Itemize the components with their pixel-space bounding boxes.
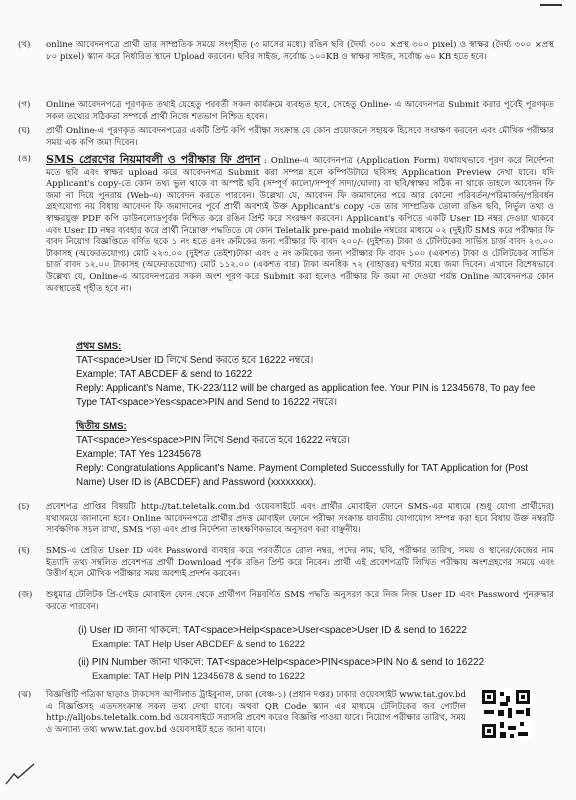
item-text: প্রবেশপত্র প্রাপ্তির বিষয়টি http://tat.teletalk.com.bd ওয়েবসাইটে এবং প্রার্থীর মোবাইল ফোনে SMS-এর মাধ্যমে (শুধু যোগ্য প্রার্থীদের) যথাসময়ে জানানো হবে। Online আবেদনপত্রে প্রার্থীর প্রদত্ত মোবাইল ফোনে পরীক্ষা সংক্রান্ত যাবতীয় যোগাযোগ সম্পন্ন করা হবে বিধায় উক্ত নম্বরটি সার্বক্ষণিক সচল রাখা, SMS পড়া এবং প্রাপ্ত নির্দেশনা তাৎক্ষণিকভাবে অনুসরণ করা বাঞ্ছনীয়। (46, 502, 554, 536)
item-number: (ঙ) (18, 154, 32, 164)
item-number: (ঝ) (18, 690, 32, 700)
recovery-pin (78, 656, 548, 682)
item-kha (18, 40, 554, 63)
qr-code (480, 688, 532, 740)
item-number: (জ) (18, 590, 33, 600)
handwritten-mark (4, 760, 38, 786)
second-sms-example: Example: TAT Yes 12345678 (76, 449, 202, 460)
item-chha (18, 546, 554, 581)
item-text: বিজ্ঞপ্তিটি পত্রিকা ছাড়াও টাকসেস আপীলাত ট্রাইবুনাল, ঢাকা (বেঞ্চ-১) (প্রধান দপ্তর) ঢাকার ওয়েবসাইট www.tat.gov.bd এ বিজ্ঞপ্তিসহ এতদসংক্রান্ত সকল তথ্য দেখা যাবে। অথবা QR Code স্ক্যান এর মাধ্যমে টেলিটকের জব পোর্টাল http://alljobs.teletalk.com.bd ওয়েবসাইটে সরাসরি প্রবেশ করেও বিজ্ঞপ্তি পাওয়া যাবে। নিয়োগ পরীক্ষার তারিখ, সময় ও অন্যান্য তথ্য www.tat.gov.bd ওয়েবসাইট হতে জানা যাবে। (46, 690, 466, 735)
recovery-example: Example: TAT Help PIN 12345678 & send to 16222 (92, 670, 305, 681)
item-jha (18, 690, 466, 736)
item-number: (চ) (18, 502, 30, 512)
second-sms-instruction: TAT<space>Yes<space>PIN লিখে Send করতে হবে 16222 নম্বরে। (76, 435, 350, 446)
item-umo-sms-rules (18, 153, 554, 295)
item-number: (গ) (18, 100, 31, 110)
recovery-user-id (78, 624, 548, 650)
item-text: শুধুমাত্র টেলিটক প্রি-পেইড মোবাইল ফোন থেকে প্রার্থীগণ নিম্নবর্ণিত SMS পদ্ধতি অনুসরণ করে নিজ নিজ User ID এবং Password পুনরুদ্ধার করতে পারবেন। (46, 590, 554, 612)
first-sms-instruction: TAT<space>User ID লিখে Send করতে হবে 16222 নম্বরে। (76, 355, 314, 366)
item-text: SMS-এ প্রেরিত User ID এবং Password ব্যবহার করে পরবর্তীতে রোল নম্বর, পদের নাম, ছবি, পরীক্ষার তারিখ, সময় ও স্থানের/কেন্দ্রের নাম ইত্যাদি তথ্য সম্বলিত প্রবেশপত্র প্রার্থী Download পূর্বক রঙিন প্রিন্ট করে নিবেন। প্রার্থী এই প্রবেশপত্রটি লিখিত পরীক্ষায় অংশগ্রহণের সময়ে এবং উত্তীর্ণ হলে মৌখিক পরীক্ষার সময় অবশ্যই প্রদর্শন করবেন। (46, 546, 554, 580)
item-text: : Online-এ আবেদনপত্র (Application Form) যথাযথভাবে পূরণ করে নির্দেশনা মতে ছবি এবং স্বাক্ষর upload করে আবেদনপত্র Submit করা সম্পন্ন হলে কম্পিউটারে ছবিসহ Application Preview দেখা যাবে। যদি Applicant's copy-তে কোন তথ্য ভুল থাকে বা অস্পষ্ট ছবি (সম্পূর্ণ কালো/সম্পূর্ণ সাদা/ঘোলা) বা ছবি/স্বাক্ষর সঠিক না থাকে তাহলে আবেদন ফি জমা না দিয়ে পুনরায় (Web-এ) আবেদন করতে পারবেন। উল্লেখ্য যে, আবেদন ফি জমাদানের পরে আর কোনো পরিবর্তন/পরিমার্জন/পরিবর্ধন গ্রহণযোগ্য নয় বিধায় আবেদন ফি জমাদানের পূর্বে প্রার্থী অবশ্যই উক্ত Applicant's copy -তে তার সাম্প্রতিক তোলা রঙিন ছবি, নির্ভুল তথ্য ও স্বাক্ষরযুক্ত PDF কপি ডাউনলোডপূর্বক নিশ্চিত করে রঙিন প্রিন্ট করে সংরক্ষণ করবেন। Applicant's কপিতে একটি User ID নম্বর দেওয়া থাকবে এবং User ID নম্বর ব্যবহার করে প্রার্থী নিম্নোক্ত পদ্ধতিতে যে কোন Teletalk pre-paid mobile নম্বরের মাধ্যমে ০২ (দুই)টি SMS করে পরীক্ষার ফি বাবদ নিয়োগ বিজ্ঞপ্তিতে বর্ণিত ছকে ১ নং হতে ৪নং ক্রমিকের জন্য পরীক্ষার ফি বাবদ ২০০/- (দুইশত) টাকা ও টেলিটকের সার্ভিস চার্জ বাবদ ২৩.০০ টাকাসহ (অফেরতযোগ্য) মোট ২২৩.০০ (দুইশত তেইশ)টাকা এবং ৫ নং ক্রমিকের জন্য পরীক্ষার ফি বাবদ ১০০ (একশত) টাকা ও টেলিটকের সার্ভিস চার্জ বাবদ ১২.০০ টাকাসহ (অফেরতযোগ্য) মোট ১১২.০০ (একশত বার) টাকা অনধিক ৭২ (বাহাত্তর) ঘণ্টার মধ্যে জমা দিবেন। এখানে বিশেষভাবে উল্লেখ্য যে, Online-এ আবেদনপত্রের সকল অংশ পূরণ করে Submit করা হলেও পরীক্ষার ফি জমা না দেওয়া পর্যন্ত Online আবেদনপত্র কোন অবস্থাতেই গৃহীত হবে না। (46, 156, 554, 294)
item-ga (18, 100, 554, 123)
top-margin-mark (540, 4, 562, 6)
sms-rules-title: SMS প্রেরণের নিয়মাবলী ও পরীক্ষার ফি প্রদান (46, 153, 261, 166)
first-sms-example: Example: TAT ABCDEF & send to 16222 (76, 369, 253, 380)
item-number: (খ) (18, 40, 31, 50)
item-number: (ঘ) (18, 126, 31, 136)
item-number: (ছ) (18, 546, 30, 556)
item-gha (18, 126, 554, 149)
recovery-example: Example: TAT Help User ABCDEF & send to 16222 (92, 638, 305, 649)
second-sms-title: দ্বিতীয় SMS: (76, 421, 127, 432)
recovery-line: (ii) PIN Number জানা থাকলে: TAT<space>Help<space>PIN<space>PIN No & send to 16222 (78, 657, 485, 668)
item-ja (18, 590, 554, 613)
item-text: প্রার্থী Online-এ পূরণকৃত আবেদনপত্রের একটি প্রিন্ট কপি পরীক্ষা সংক্রান্ত যে কোন প্রয়োজনে সহায়ক হিসেবে সংরক্ষণ করবেন এবং মৌখিক পরীক্ষার সময় এক কপি জমা দিবেন। (46, 126, 554, 148)
recovery-line: (i) User ID জানা থাকলে: TAT<space>Help<space>User<space>User ID & send to 16222 (78, 625, 467, 636)
item-cha (18, 502, 554, 537)
second-sms-reply: Reply: Congratulations Applicant's Name. Payment Completed Successfully for TAT Application for (Post Name) User ID is (ABCDEF) and Password (xxxxxxxx). (76, 463, 529, 488)
first-sms-block (76, 340, 554, 410)
item-text: Online আবেদনপত্রে পূরণকৃত তথ্যই যেহেতু পরবর্তী সকল কার্যক্রমে ব্যবহৃত হবে, সেহেতু Online- এ আবেদনপত্র Submit করার পূর্বেই পূরণকৃত সকল তথ্যের সঠিকতা সম্পর্কে প্রার্থী নিজে শতভাগ নিশ্চিত হবেন। (46, 100, 554, 122)
item-text: online আবেদনপত্রে প্রার্থী তার সাম্প্রতিক সময়ে সংগৃহীত (৩ মাসের মধ্যে) রঙিন ছবি (দৈর্ঘ্য ৩০০ ×প্রস্থ ৩০০ pixel) ও স্বাক্ষর (দৈর্ঘ্য ৩০০ ×প্রস্থ ৮০ pixel) স্ক্যান করে নির্ধারিত স্থানে Upload করবেন। ছবির সাইজ, সর্বোচ্চ ১০০KB ও স্বাক্ষর সাইজ, সর্বোচ্চ ৬০ KB হতে হবে। (46, 40, 554, 62)
second-sms-block (76, 420, 554, 490)
first-sms-title: প্রথম SMS: (76, 341, 122, 352)
first-sms-reply: Reply: Applicant's Name, TK-223/112 will be charged as application fee. Your PIN is 12345678, To pay fee Type TAT<space>Yes<space>PIN and Send to 16222 নম্বরে। (76, 383, 536, 408)
